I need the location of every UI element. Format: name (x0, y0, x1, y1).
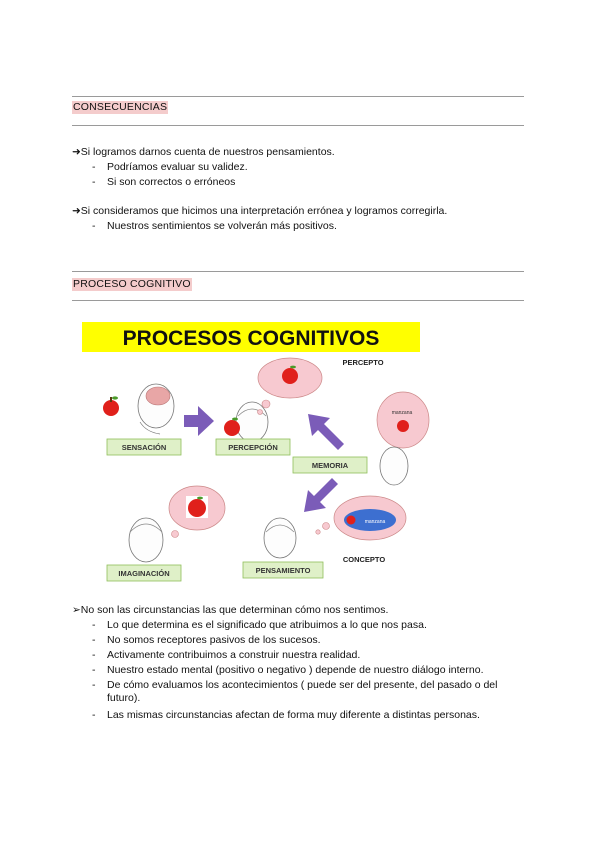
divider (72, 125, 524, 126)
pensamiento-label: PENSAMIENTO (255, 566, 311, 575)
list-item: Podríamos evaluar su validez. (107, 161, 248, 173)
bullet-dash: - (92, 161, 96, 173)
concepto-label: CONCEPTO (342, 555, 386, 564)
list-item: Nuestros sentimientos se volverán más positivos. (107, 220, 337, 232)
memoria-label: MEMORIA (311, 461, 349, 470)
sensacion-label: SENSACIÓN (121, 443, 167, 452)
list-item: Si son correctos o erróneos (107, 176, 236, 188)
arrow-icon (304, 478, 338, 512)
bullet-dash: - (92, 220, 96, 232)
head-brain-icon (138, 384, 174, 434)
arrow-icon (308, 414, 344, 450)
percepcion-label: PERCEPCIÓN (228, 443, 278, 452)
bullet-dash: - (92, 619, 96, 631)
head-icon (129, 518, 163, 562)
paragraph: ➢No son las circunstancias las que determinan cómo nos sentimos. (72, 604, 389, 616)
list-item: No somos receptores pasivos de los sucesos. (107, 634, 321, 646)
thought-cloud-icon (316, 496, 406, 540)
diagram-title: PROCESOS COGNITIVOS (122, 327, 380, 350)
bullet-dash: - (92, 679, 96, 691)
head-icon (264, 518, 296, 558)
bullet-dash: - (92, 176, 96, 188)
percepto-label: PERCEPTO (342, 358, 384, 367)
cognitive-process-diagram (80, 318, 430, 588)
list-item: Activamente contribuimos a construir nuestra realidad. (107, 649, 361, 661)
head-icon (236, 402, 268, 442)
list-item: Lo que determina es el significado que atribuimos a lo que nos pasa. (107, 619, 427, 631)
head-icon (380, 447, 408, 485)
bullet-dash: - (92, 649, 96, 661)
imaginacion-label: IMAGINACIÓN (118, 569, 170, 578)
thought-cloud-icon (377, 392, 429, 448)
divider (72, 300, 524, 301)
bullet-dash: - (92, 709, 96, 721)
bullet-dash: - (92, 664, 96, 676)
bullet-dash: - (92, 634, 96, 646)
paragraph: ➜Si logramos darnos cuenta de nuestros pensamientos. (72, 146, 335, 158)
list-item: Las mismas circunstancias afectan de forma muy diferente a distintas personas. (107, 709, 480, 721)
apple-icon (103, 396, 119, 416)
arrow-icon (184, 406, 214, 436)
divider (72, 271, 524, 272)
paragraph: ➜Si consideramos que hicimos una interpretación errónea y logramos corregirla. (72, 205, 448, 217)
section-heading-consecuencias: CONSECUENCIAS (73, 101, 168, 113)
diagram-svg (80, 318, 430, 588)
list-item: Nuestro estado mental (positivo o negativo ) depende de nuestro diálogo interno. (107, 664, 484, 676)
thought-cloud-icon (258, 358, 323, 415)
manzana-text: manzana (364, 519, 386, 525)
divider (72, 96, 524, 97)
manzana-text: manzana (391, 410, 413, 416)
thought-cloud-icon (169, 486, 225, 538)
list-item: De cómo evaluamos los acontecimientos ( puede ser del presente, del pasado o del futuro). (107, 679, 498, 704)
section-heading-proceso: PROCESO COGNITIVO (73, 278, 191, 290)
